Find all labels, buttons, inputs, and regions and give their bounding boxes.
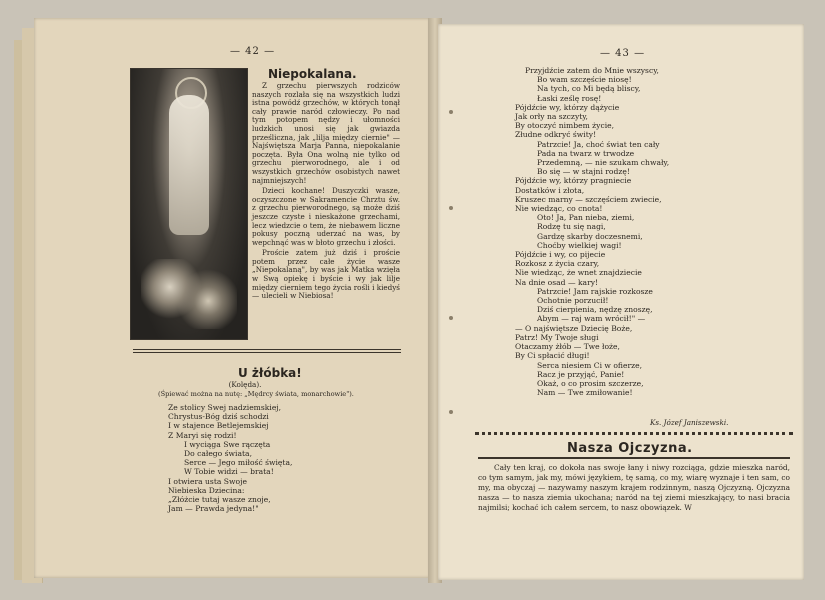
madonna-illustration [130, 68, 248, 340]
verse-line: Z Maryi się rodzi! [168, 430, 237, 440]
verse-line: Do całego świata, [184, 449, 253, 459]
paragraph: Dzieci kochane! Duszyczki wasze, oczyszczone w Sakramencie Chrztu św. z grzechu pierworodnego, są może dziś jeszcze czyste i nieskażone grzechami, lecz wiedzcie o tem, że niebawem liczne pokusy poczną uderzać na was, by wepchnąć was w błoto grzechu i złości. [252, 186, 400, 247]
verse-line: Gardzę skarby doczesnemi, [537, 231, 643, 241]
verse-line: Oto! Ja, Pan nieba, ziemi, [537, 213, 635, 223]
verse-line: Serce — Jego miłość święta, [184, 458, 293, 468]
verse-line: Jak orły na szczyty, [515, 112, 588, 122]
verse-line: By otoczyć nimbem życie, [515, 121, 615, 131]
left-page-number: — 42 — [230, 46, 276, 57]
lily-flowers [141, 259, 237, 329]
verse-line: Pada na twarz w trwodze [537, 148, 635, 158]
ojczyzna-text: Cały ten kraj, co dokoła nas swoje łany i niwy rozciąga, gdzie mieszka naród, co tym samym, jak my, mówi językiem, tę samą, co my, wiarę wyznaje i ten sam, co my, ma obyczaj — nazywamy naszym krajem rodzinnym, naszą Ojczyzną. Ojczyzna nasza — to nasza ziemia ukochana; naród na tej ziemi mieszkający, to nasi bracia najmilsi; kochać ich całem sercem, to nasz obowiązek. W [478, 463, 790, 512]
verse-line: Łaski ześlę rosę! [537, 93, 602, 103]
verse-line: Pójdźcie i wy, co pijecie [515, 250, 606, 260]
right-page-number: — 43 — [600, 48, 646, 59]
verse-line: Patrzcie! Ja, choć świat ten cały [537, 139, 660, 149]
binding-hole [449, 110, 453, 114]
verse-line: Okaż, o co prosim szczerze, [537, 378, 644, 388]
verse-line: I otwiera usta Swoje [168, 476, 247, 486]
verse-line: Bo się — w stajni rodzę! [537, 167, 630, 177]
verse-line: Nam — Twe zmiłowanie! [537, 388, 633, 398]
verse-line: Kruszec marny — szczęściem zwiecie, [515, 194, 662, 204]
binding-hole [449, 206, 453, 210]
verse-line: Choćby wielkiej wagi! [537, 240, 622, 250]
verse-line: Jam — Prawda jedyna!" [168, 504, 259, 514]
verse-line: Przedemną, — nie szukam chwały, [537, 158, 670, 168]
verse-line: Abym — raj wam wrócił!" — [537, 314, 646, 324]
verse-line: Dostatków i złota, [515, 185, 585, 195]
author-signature: Ks. Józef Janiszewski. [650, 418, 729, 427]
divider [478, 457, 790, 459]
verse-line: Nie wiedząc, co cnota! [515, 204, 603, 214]
verse-line: Rozkosz z życia czary, [515, 259, 600, 269]
verse-line: Rodzę tu się nagi, [537, 222, 606, 232]
tune-note: (Śpiewać można na nutę: „Mędrcy świata, monarchowie"). [158, 390, 354, 398]
poem-title-u-zlobka: U żłóbka! [238, 366, 302, 380]
verse-line: Patrzcie! Jam rajskie rozkosze [537, 286, 653, 296]
verse-line: Przyjdźcie zatem do Mnie wszyscy, [525, 66, 659, 75]
verse-line: Pójdźcie wy, którzy dążycie [515, 102, 620, 112]
verse-line: — O najświętsze Dziecię Boże, [515, 323, 633, 333]
verse-line: By Ci spłacić długi! [515, 351, 590, 361]
verse-line: Racz je przyjąć, Panie! [537, 369, 625, 379]
verse-line: „Złóżcie tutaj wasze znoje, [168, 495, 271, 505]
continued-verse [515, 66, 669, 397]
verse-line: Dziś cierpienia, nędzę znoszę, [537, 305, 653, 315]
verse-line: Pójdźcie wy, którzy pragniecie [515, 176, 632, 186]
verse-line: Na dnie osad — kary! [515, 277, 599, 287]
verse-line: Nie wiedząc, że wnet znajdziecie [515, 268, 642, 278]
binding-hole [449, 410, 453, 414]
paragraph: Z grzechu pierwszych rodziców naszych rozlała się na wszystkich ludzi istna powódź grzechów, w których tonął cały prawie naród człowieczy. Po nad tym potopem nędzy i ułomności ludzkich unosi się jak gwiazda prześliczna, jak „lilja między ciernie" — Najświętsza Marja Panna, niepokalanie poczęta. Była Ona wolną nie tylko od grzechu pierworodnego, ale i od wszystkich grzechów osobistych nawet najmniejszych! [252, 81, 400, 185]
madonna-figure [169, 95, 209, 235]
verse-line: Ze stolicy Swej nadziemskiej, [168, 403, 282, 412]
verse-line: I w stajence Betlejemskiej [168, 421, 269, 431]
binding-hole [449, 316, 453, 320]
divider [133, 352, 401, 353]
verse-line: W Tobie widzi — brata! [184, 467, 274, 477]
niepokalana-text [252, 82, 400, 301]
verse-line: Bo wam szczęście niosę! [537, 75, 632, 85]
verse-line: I wyciąga Swe rączęta [184, 439, 271, 449]
verse-line: Na tych, co Mi będą bliscy, [537, 84, 641, 94]
verse-line: Serca niesiem Ci w ofierze, [537, 360, 643, 370]
verse-line: Chrystus-Bóg dziś schodzi [168, 412, 269, 422]
dotted-divider [475, 432, 793, 435]
verse-line: Niebieska Dziecina: [168, 485, 245, 495]
poem-subtitle: (Kolęda). [228, 380, 262, 389]
verse-line: Patrz! My Twoje sługi [515, 332, 599, 342]
section-title-nasza-ojczyzna: Nasza Ojczyzna. [567, 441, 693, 456]
verse-line: Otaczamy żłób — Twe łoże, [515, 342, 620, 352]
verse-line: Złudne odkryć świty! [515, 130, 597, 140]
verse-line: Ochotnie porzucił! [537, 296, 609, 306]
poem-title-niepokalana: Niepokalana. [268, 67, 357, 81]
divider [133, 349, 401, 350]
paragraph: Proście zatem już dziś i proście potem przez całe życie wasze „Niepokalaną", by was jak Matka wzięła w Swą opiekę i byście i wy jak lilje między cierniem tego życia rośli i kiedyś — ulecieli w Niebiosa! [252, 248, 400, 301]
zlobek-verse [168, 403, 292, 513]
